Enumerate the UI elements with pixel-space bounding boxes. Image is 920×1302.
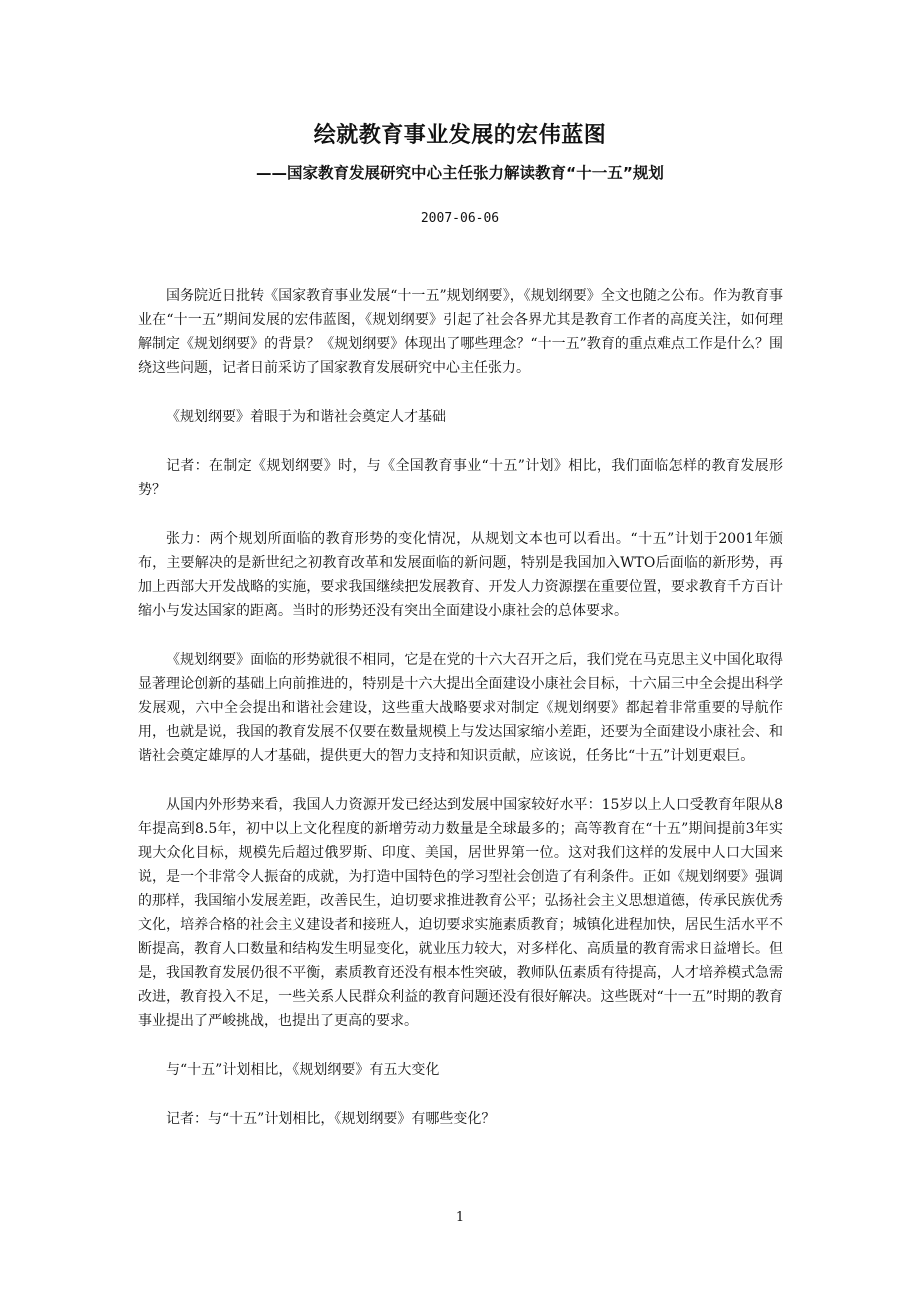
paragraph-answer: 张力：两个规划所面临的教育形势的变化情况，从规划文本也可以看出。“十五”计划于2001年颁布，主要解决的是新世纪之初教育改革和发展面临的新问题，特别是我国加入WTO后面临的新形势，再加上西部大开发战略的实施，要求我国继续把发展教育、开发人力资源摆在重要位置，要求教育千方百计缩小与发达国家的距离。当时的形势还没有突出全面建设小康社会的总体要求。 xyxy=(138,531,783,619)
paragraph-question: 记者：与“十五”计划相比，《规划纲要》有哪些变化？ xyxy=(166,1111,496,1127)
paragraph-question: 记者：在制定《规划纲要》时，与《全国教育事业“十五”计划》相比，我们面临怎样的教育发展形势？ xyxy=(138,458,783,498)
page-number: 1 xyxy=(455,1210,465,1225)
page-title: 绘就教育事业发展的宏伟蓝图 xyxy=(313,123,607,148)
publish-date: 2007-06-06 xyxy=(420,211,500,226)
page-subtitle: ——国家教育发展研究中心主任张力解读教育“十一五”规划 xyxy=(256,164,664,182)
paragraph-intro: 国务院近日批转《国家教育事业发展“十一五”规划纲要》，《规划纲要》全文也随之公布。作为教育事业在“十一五”期间发展的宏伟蓝图，《规划纲要》引起了社会各界尤其是教育工作者的高度关注，如何理解制定《规划纲要》的背景？《规划纲要》体现出了哪些理念？“十一五”教育的重点难点工作是什么？围绕这些问题，记者日前采访了国家教育发展研究中心主任张力。 xyxy=(138,288,783,376)
article-body xyxy=(138,284,783,1156)
paragraph-answer: 从国内外形势来看，我国人力资源开发已经达到发展中国家较好水平：15岁以上人口受教育年限从8年提高到8.5年，初中以上文化程度的新增劳动力数量是全球最多的；高等教育在“十五”期间提前3年实现大众化目标，规模先后超过俄罗斯、印度、美国，居世界第一位。这对我们这样的发展中人口大国来说，是一个非常令人振奋的成就，为打造中国特色的学习型社会创造了有利条件。正如《规划纲要》强调的那样，我国缩小发展差距，改善民生，迫切要求推进教育公平；弘扬社会主义思想道德，传承民族优秀文化，培养合格的社会主义建设者和接班人，迫切要求实施素质教育；城镇化进程加快，居民生活水平不断提高，教育人口数量和结构发生明显变化，就业压力较大，对多样化、高质量的教育需求日益增长。但是，我国教育发展仍很不平衡，素质教育还没有根本性突破，教师队伍素质有待提高，人才培养模式急需改进，教育投入不足，一些关系人民群众利益的教育问题还没有很好解决。这些既对“十一五”时期的教育事业提出了严峻挑战，也提出了更高的要求。 xyxy=(138,797,783,1029)
paragraph-answer: 《规划纲要》面临的形势就很不相同，它是在党的十六大召开之后，我们党在马克思主义中国化取得显著理论创新的基础上向前推进的，特别是十六大提出全面建设小康社会目标，十六届三中全会提出科学发展观，六中全会提出和谐社会建设，这些重大战略要求对制定《规划纲要》都起着非常重要的导航作用，也就是说，我国的教育发展不仅要在数量规模上与发达国家缩小差距，还要为全面建设小康社会、和谐社会奠定雄厚的人才基础，提供更大的智力支持和知识贡献，应该说，任务比“十五”计划更艰巨。 xyxy=(138,652,783,764)
section-heading: 《规划纲要》着眼于为和谐社会奠定人才基础 xyxy=(166,409,446,425)
section-heading: 与“十五”计划相比，《规划纲要》有五大变化 xyxy=(166,1062,440,1078)
